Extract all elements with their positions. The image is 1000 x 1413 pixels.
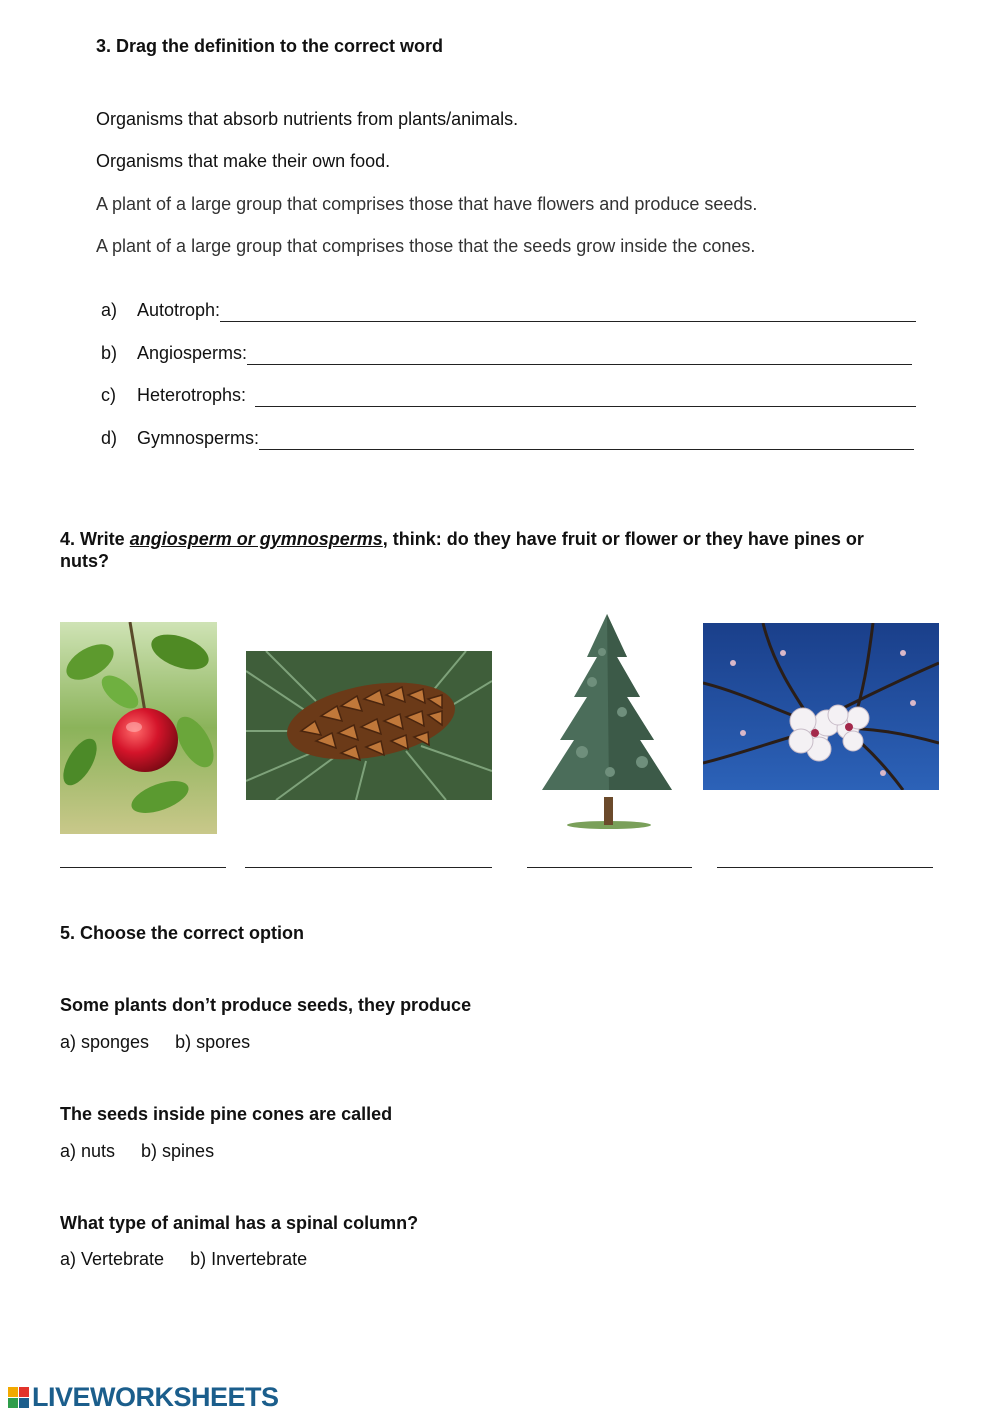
q3-item-a <box>101 300 916 321</box>
q4-title-emphasis: angiosperm or gymnosperms <box>129 529 383 549</box>
fir-tree-image <box>532 612 682 830</box>
q4-answer-pine-cone[interactable] <box>245 867 492 868</box>
q4-answer-fir-tree[interactable] <box>527 867 692 868</box>
q4-answer-apple[interactable] <box>60 867 226 868</box>
q5-option-b[interactable]: b) spores <box>175 1032 251 1052</box>
q3-definition-4[interactable]: A plant of a large group that comprises those that the seeds grow inside the cones. <box>96 236 756 256</box>
q5-option-a[interactable]: a) sponges <box>60 1032 150 1052</box>
q5-option-a[interactable]: a) Vertebrate <box>60 1249 165 1269</box>
q3-answer-autotroph[interactable] <box>220 321 916 322</box>
q3-item-label: Heterotrophs: <box>137 385 252 405</box>
liveworksheets-blocks-icon <box>8 1387 30 1409</box>
q3-definition-2[interactable]: Organisms that make their own food. <box>96 151 391 171</box>
q5-options-3 <box>60 1249 333 1270</box>
q3-answer-heterotrophs[interactable] <box>255 406 916 407</box>
apple-image <box>60 622 217 834</box>
blossom-image <box>703 623 939 790</box>
q4-title-post: , think: do they have fruit or flower or they have pines or nuts? <box>60 529 864 571</box>
q5-options-1 <box>60 1032 276 1053</box>
q4-answer-blossom[interactable] <box>717 867 933 868</box>
q5-question-1: Some plants don’t produce seeds, they produce <box>60 995 472 1015</box>
q5-option-b[interactable]: b) spines <box>141 1141 215 1161</box>
q3-item-letter: b) <box>101 343 118 363</box>
q3-item-letter: c) <box>101 385 116 405</box>
q4-title-pre: 4. Write <box>60 529 130 549</box>
q5-question-3: What type of animal has a spinal column? <box>60 1213 419 1233</box>
q5-option-b[interactable]: b) Invertebrate <box>190 1249 308 1269</box>
q3-item-label: Angiosperms: <box>137 343 248 363</box>
q3-item-label: Gymnosperms: <box>137 428 260 448</box>
q3-item-letter: d) <box>101 428 118 448</box>
q3-item-d <box>101 428 914 449</box>
q5-question-2: The seeds inside pine cones are called <box>60 1104 393 1124</box>
q5-options-2 <box>60 1141 240 1162</box>
q3-answer-angiosperms[interactable] <box>247 364 912 365</box>
pine-cone-image <box>246 651 492 800</box>
q3-item-c <box>101 385 916 406</box>
q5-title: 5. Choose the correct option <box>60 923 305 943</box>
q3-item-label: Autotroph: <box>137 300 221 320</box>
q3-definition-3[interactable]: A plant of a large group that comprises those that have flowers and produce seeds. <box>96 194 758 214</box>
q3-item-b <box>101 343 912 364</box>
q3-item-letter: a) <box>101 300 118 320</box>
q3-definition-1[interactable]: Organisms that absorb nutrients from plants/animals. <box>96 109 519 129</box>
q4-title <box>60 528 910 572</box>
q3-title: 3. Drag the definition to the correct word <box>96 36 444 56</box>
liveworksheets-logo[interactable] <box>8 1382 279 1413</box>
q5-option-a[interactable]: a) nuts <box>60 1141 116 1161</box>
q3-answer-gymnosperms[interactable] <box>259 449 914 450</box>
logo-text: LIVEWORKSHEETS <box>32 1382 279 1412</box>
